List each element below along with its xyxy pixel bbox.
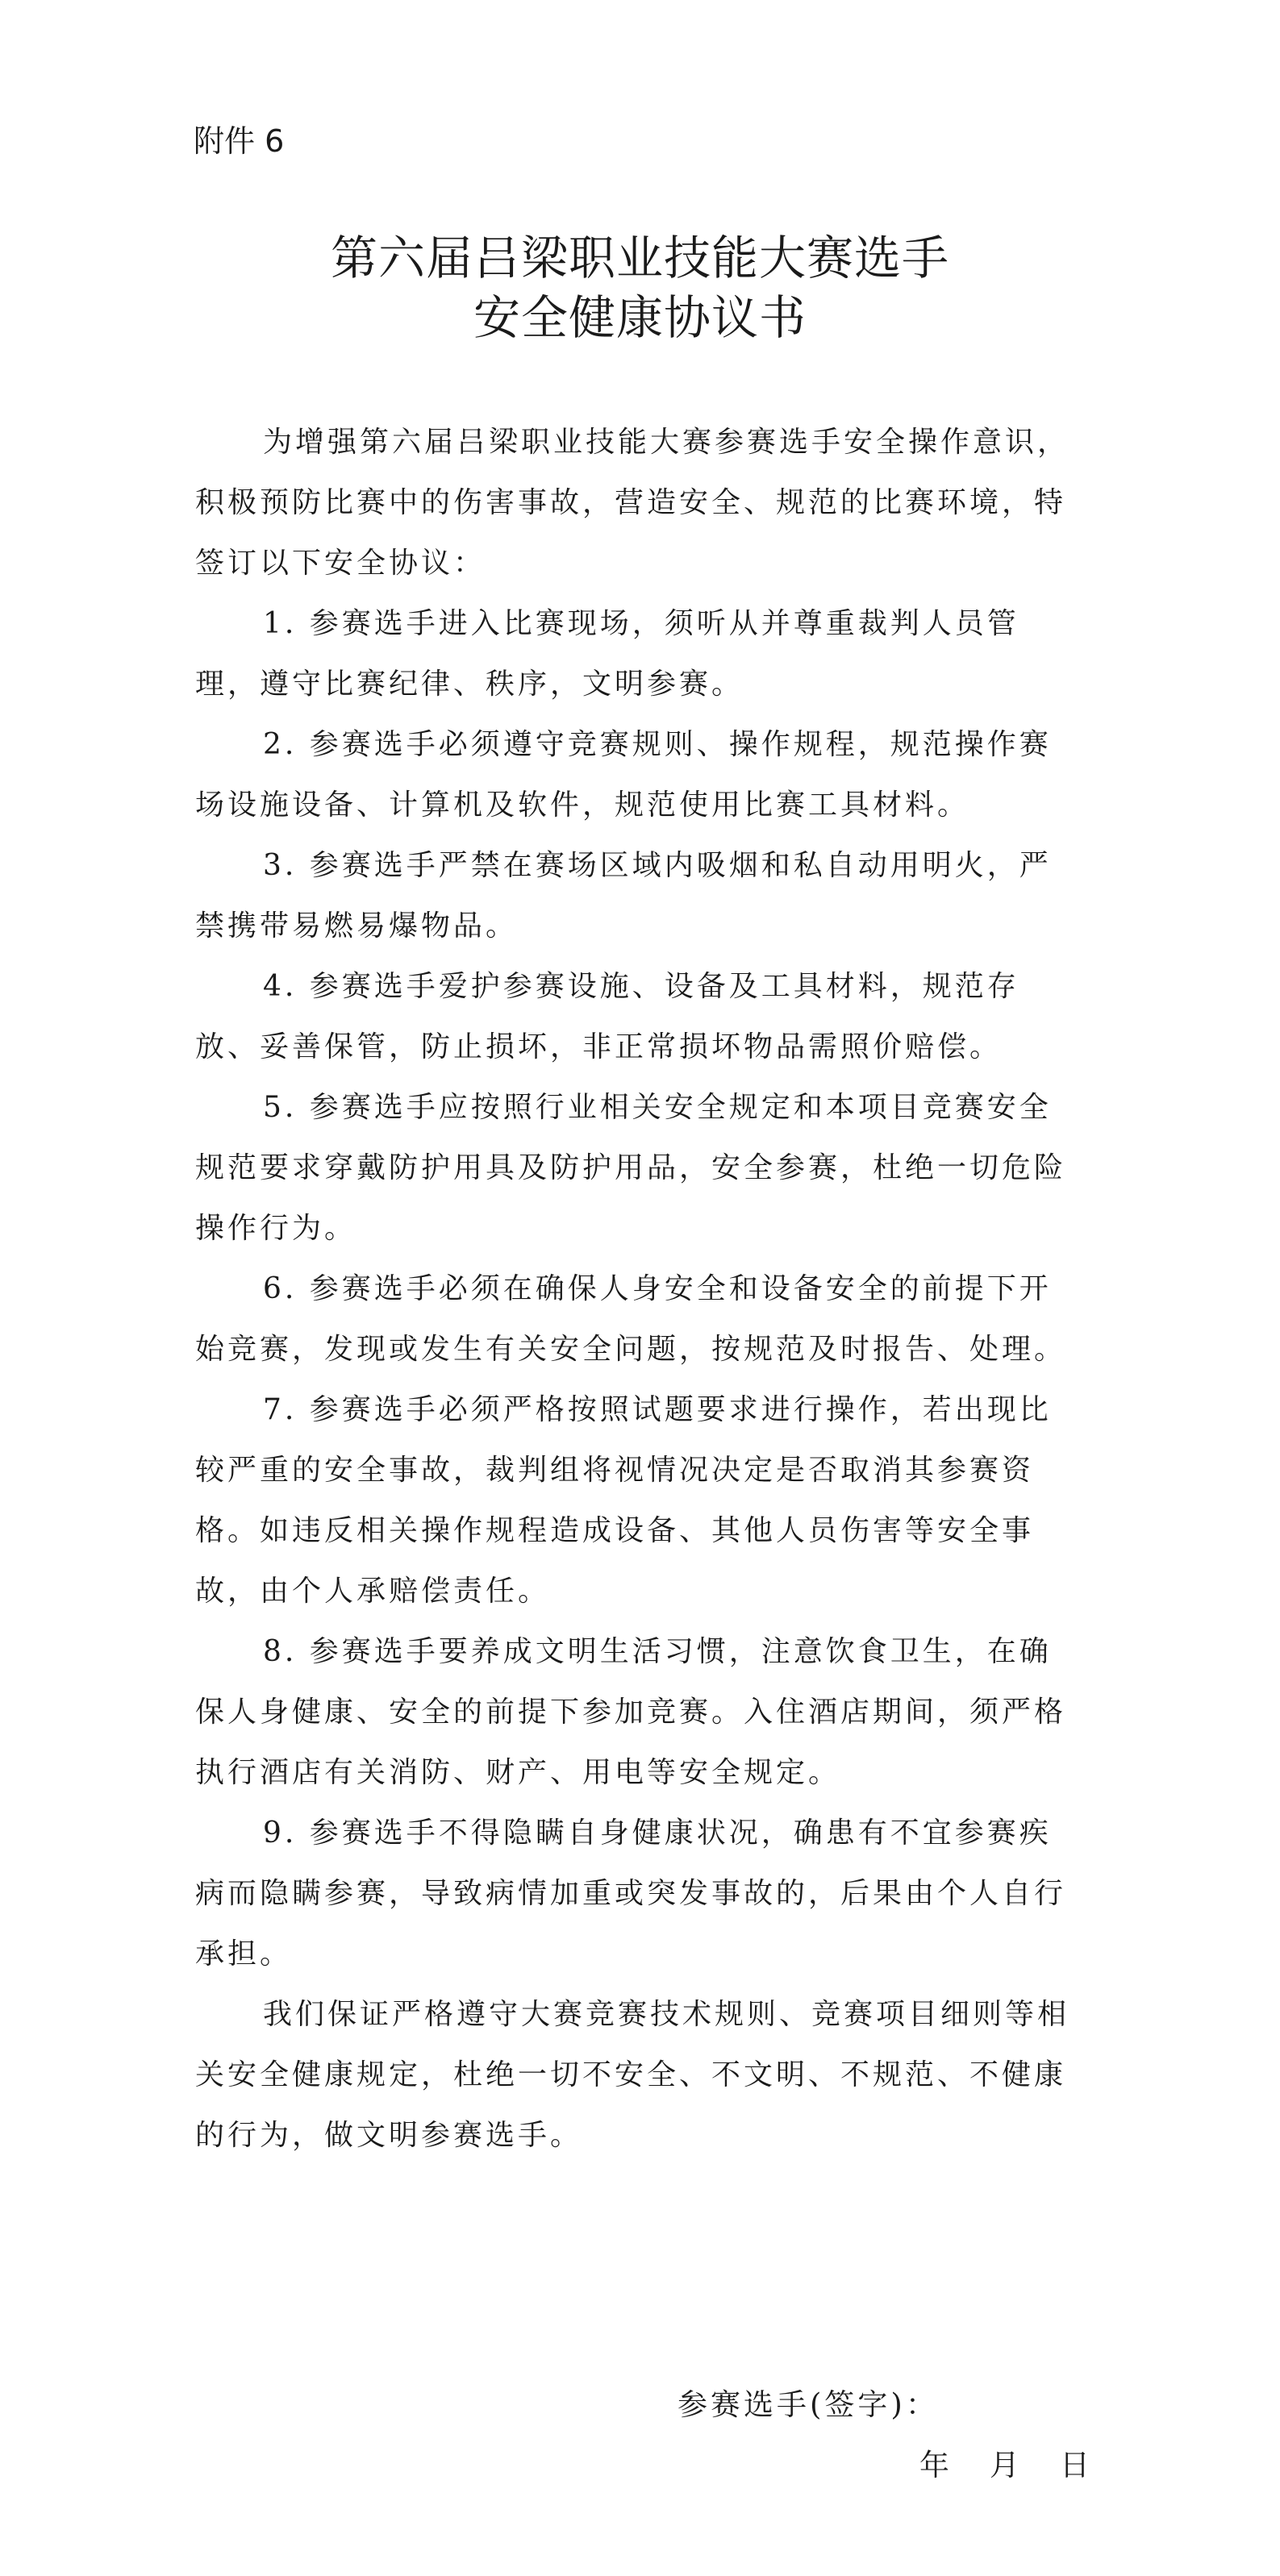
signature-label: 参赛选手(签字)： xyxy=(678,2387,939,2422)
intro-paragraph: 为增强第六届吕梁职业技能大赛参赛选手安全操作意识，积极预防比赛中的伤害事故，营造安全、规范的比赛环境，特签订以下安全协议： xyxy=(195,426,1070,580)
clause-8: 8. 参赛选手要养成文明生活习惯，注意饮食卫生，在确保人身健康、安全的前提下参加竞赛。入住酒店期间，须严格执行酒店有关消防、财产、用电等安全规定。 xyxy=(195,1635,1067,1789)
clause-5: 5. 参赛选手应按照行业相关安全规定和本项目竞赛安全规范要求穿戴防护用具及防护用品，安全参赛，杜绝一切危险操作行为。 xyxy=(195,1091,1067,1245)
document-title-line-1: 第六届吕梁职业技能大赛选手 xyxy=(330,231,949,285)
clause-9: 9. 参赛选手不得隐瞒自身健康状况，确患有不宜参赛疾病而隐瞒参赛，导致病情加重或突发事故的，后果由个人自行承担。 xyxy=(195,1817,1067,1970)
document-body xyxy=(195,412,1082,2166)
clause-1: 1. 参赛选手进入比赛现场，须听从并尊重裁判人员管理，遵守比赛纪律、秩序，文明参赛。 xyxy=(195,607,1019,701)
clause-4: 4. 参赛选手爱护参赛设施、设备及工具材料，规范存放、妥善保管，防止损坏，非正常损坏物品需照价赔偿。 xyxy=(195,970,1019,1063)
clause-7: 7. 参赛选手必须严格按照试题要求进行操作，若出现比较严重的安全事故，裁判组将视情况决定是否取消其参赛资格。如违反相关操作规程造成设备、其他人员伤害等安全事故，由个人承赔偿责任。 xyxy=(195,1393,1052,1608)
attachment-label: 附件 6 xyxy=(194,123,285,159)
date-year: 年 xyxy=(919,2448,949,2482)
clause-2: 2. 参赛选手必须遵守竞赛规则、操作规程，规范操作赛场设施设备、计算机及软件，规范使用比赛工具材料。 xyxy=(195,728,1052,822)
clause-3: 3. 参赛选手严禁在赛场区域内吸烟和私自动用明火，严禁携带易燃易爆物品。 xyxy=(195,849,1052,943)
document-title-line-2: 安全健康协议书 xyxy=(473,290,807,345)
date-day: 日 xyxy=(1060,2448,1090,2482)
date-month: 月 xyxy=(990,2448,1019,2482)
closing-paragraph: 我们保证严格遵守大赛竞赛技术规则、竞赛项目细则等相关安全健康规定，杜绝一切不安全、不文明、不规范、不健康的行为，做文明参赛选手。 xyxy=(195,1998,1070,2152)
clause-6: 6. 参赛选手必须在确保人身安全和设备安全的前提下开始竞赛，发现或发生有关安全问题，按规范及时报告、处理。 xyxy=(195,1272,1067,1366)
date-line xyxy=(919,2445,1090,2486)
